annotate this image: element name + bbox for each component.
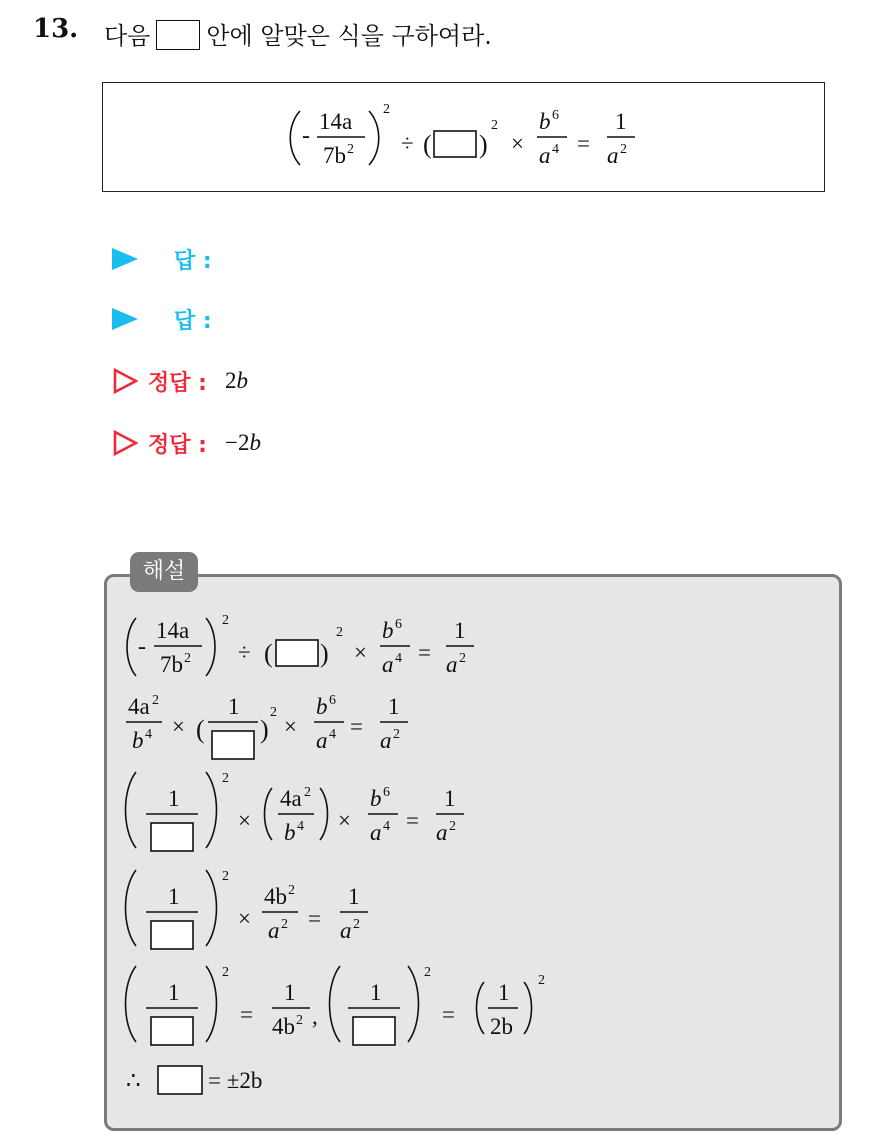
solution-line-6	[126, 1066, 262, 1094]
svg-text:2: 2	[222, 869, 229, 884]
svg-text:4: 4	[145, 727, 152, 742]
svg-text:1: 1	[444, 786, 456, 811]
div-sign: ÷	[401, 131, 414, 156]
svg-text:2: 2	[222, 965, 229, 980]
question-text-before: 다음	[104, 22, 151, 50]
blank-box	[434, 131, 476, 157]
svg-text:6: 6	[395, 617, 402, 632]
question-text	[104, 16, 492, 52]
svg-text:2: 2	[222, 613, 229, 628]
svg-text:2: 2	[184, 651, 191, 666]
svg-text:4b: 4b	[272, 1014, 295, 1039]
svg-text:7b: 7b	[160, 652, 183, 677]
solution-line-1	[127, 613, 474, 677]
answer-row-2	[112, 304, 212, 334]
svg-text:(: (	[264, 639, 273, 668]
svg-text:=: =	[406, 808, 419, 833]
svg-text:2: 2	[336, 625, 343, 640]
frac1-denominator: 7b	[323, 143, 346, 168]
a-denominator: a	[607, 143, 619, 168]
a-exp: 2	[620, 142, 627, 157]
svg-text:1: 1	[168, 786, 180, 811]
svg-text:b: b	[284, 820, 296, 845]
answer-label: 답 :	[174, 248, 212, 274]
svg-text:=: =	[418, 640, 431, 665]
left-paren-small: (	[423, 130, 432, 159]
svg-text:,: ,	[312, 1004, 318, 1029]
svg-text:×: ×	[238, 906, 251, 931]
svg-text:2b: 2b	[490, 1014, 513, 1039]
svg-text:(: (	[196, 715, 205, 744]
svg-text:1: 1	[370, 980, 382, 1005]
svg-text:1: 1	[498, 980, 510, 1005]
svg-text:a: a	[436, 820, 448, 845]
svg-text:1: 1	[228, 694, 240, 719]
svg-text:2: 2	[270, 705, 277, 720]
svg-text:2: 2	[449, 819, 456, 834]
svg-text:=: =	[308, 906, 321, 931]
svg-text:×: ×	[338, 808, 351, 833]
solution-line-3	[126, 771, 465, 851]
answer-row-1	[112, 244, 212, 274]
right-paren	[369, 111, 379, 165]
svg-text:= ±2b: = ±2b	[208, 1068, 263, 1093]
svg-text:×: ×	[354, 640, 367, 665]
svg-text:a: a	[370, 820, 382, 845]
svg-text:a: a	[268, 918, 280, 943]
svg-text:a: a	[316, 728, 328, 753]
svg-text:): )	[260, 715, 269, 744]
problem-equation	[103, 83, 826, 193]
question-text-after: 안에 알맞은 식을 구하여라.	[206, 22, 492, 50]
correct-answer-row-2	[112, 428, 261, 458]
svg-text:4: 4	[297, 819, 304, 834]
problem-box	[102, 82, 825, 192]
svg-text:b: b	[370, 786, 382, 811]
solution-equations	[104, 574, 842, 1131]
svg-text:2: 2	[222, 771, 229, 786]
svg-text:4a: 4a	[128, 694, 150, 719]
svg-text:∴: ∴	[126, 1068, 141, 1093]
svg-text:2: 2	[304, 785, 311, 800]
question-number: 13.	[33, 14, 79, 44]
svg-text:2: 2	[288, 883, 295, 898]
svg-text:14a: 14a	[156, 618, 190, 643]
svg-text:a: a	[382, 652, 394, 677]
minus-sign: -	[302, 123, 310, 149]
correct-answer-label: 정답 :	[148, 370, 207, 396]
svg-text:a: a	[446, 652, 458, 677]
solution-tab: 해설	[130, 552, 198, 592]
svg-text:÷: ÷	[238, 640, 251, 665]
solution-line-4	[126, 869, 369, 949]
a-exp: 4	[552, 142, 559, 157]
svg-text:4: 4	[383, 819, 390, 834]
svg-text:×: ×	[284, 714, 297, 739]
one-numerator: 1	[615, 109, 627, 134]
svg-text:2: 2	[538, 973, 545, 988]
svg-text:b: b	[132, 728, 144, 753]
svg-text:): )	[320, 639, 329, 668]
play-triangle-icon	[112, 308, 138, 330]
svg-text:4: 4	[329, 727, 336, 742]
solution-line-2	[126, 693, 408, 759]
play-triangle-icon	[112, 248, 138, 270]
svg-text:1: 1	[168, 980, 180, 1005]
svg-text:2: 2	[353, 917, 360, 932]
svg-text:1: 1	[348, 884, 360, 909]
svg-text:a: a	[380, 728, 392, 753]
svg-text:4: 4	[395, 651, 402, 666]
svg-text:1: 1	[284, 980, 296, 1005]
svg-text:b: b	[316, 694, 328, 719]
svg-text:b: b	[382, 618, 394, 643]
correct-answer-value: 2b	[224, 368, 248, 393]
left-paren	[290, 111, 300, 165]
svg-text:=: =	[240, 1002, 253, 1027]
svg-text:1: 1	[388, 694, 400, 719]
svg-text:2: 2	[281, 917, 288, 932]
frac1-den-exp: 2	[347, 142, 354, 157]
solution-line-5	[126, 965, 546, 1045]
svg-text:2: 2	[296, 1013, 303, 1028]
svg-text:6: 6	[383, 785, 390, 800]
svg-text:2: 2	[152, 693, 159, 708]
outline-triangle-icon	[112, 430, 138, 456]
svg-text:×: ×	[238, 808, 251, 833]
svg-text:4b: 4b	[264, 884, 287, 909]
paren-exp: 2	[491, 118, 498, 133]
svg-text:2: 2	[393, 727, 400, 742]
svg-text:6: 6	[329, 693, 336, 708]
svg-text:-: -	[138, 634, 146, 660]
svg-text:1: 1	[168, 884, 180, 909]
paren-exp: 2	[383, 102, 390, 117]
b-numerator: b	[539, 109, 551, 134]
svg-text:1: 1	[454, 618, 466, 643]
svg-text:4a: 4a	[280, 786, 302, 811]
blank-box	[156, 20, 200, 50]
b-exp: 6	[552, 108, 559, 123]
answer-label: 답 :	[174, 308, 212, 334]
correct-answer-label: 정답 :	[148, 432, 207, 458]
right-paren-small: )	[479, 130, 488, 159]
frac1-numerator: 14a	[319, 109, 353, 134]
svg-text:2: 2	[459, 651, 466, 666]
correct-answer-value: −2b	[224, 430, 261, 455]
times-sign: ×	[511, 131, 524, 156]
equals-sign: =	[577, 131, 590, 156]
svg-text:×: ×	[172, 714, 185, 739]
svg-text:2: 2	[424, 965, 431, 980]
outline-triangle-icon	[112, 368, 138, 394]
svg-text:=: =	[350, 714, 363, 739]
correct-answer-row-1	[112, 366, 248, 396]
a-denominator: a	[539, 143, 551, 168]
svg-text:a: a	[340, 918, 352, 943]
svg-text:=: =	[442, 1002, 455, 1027]
